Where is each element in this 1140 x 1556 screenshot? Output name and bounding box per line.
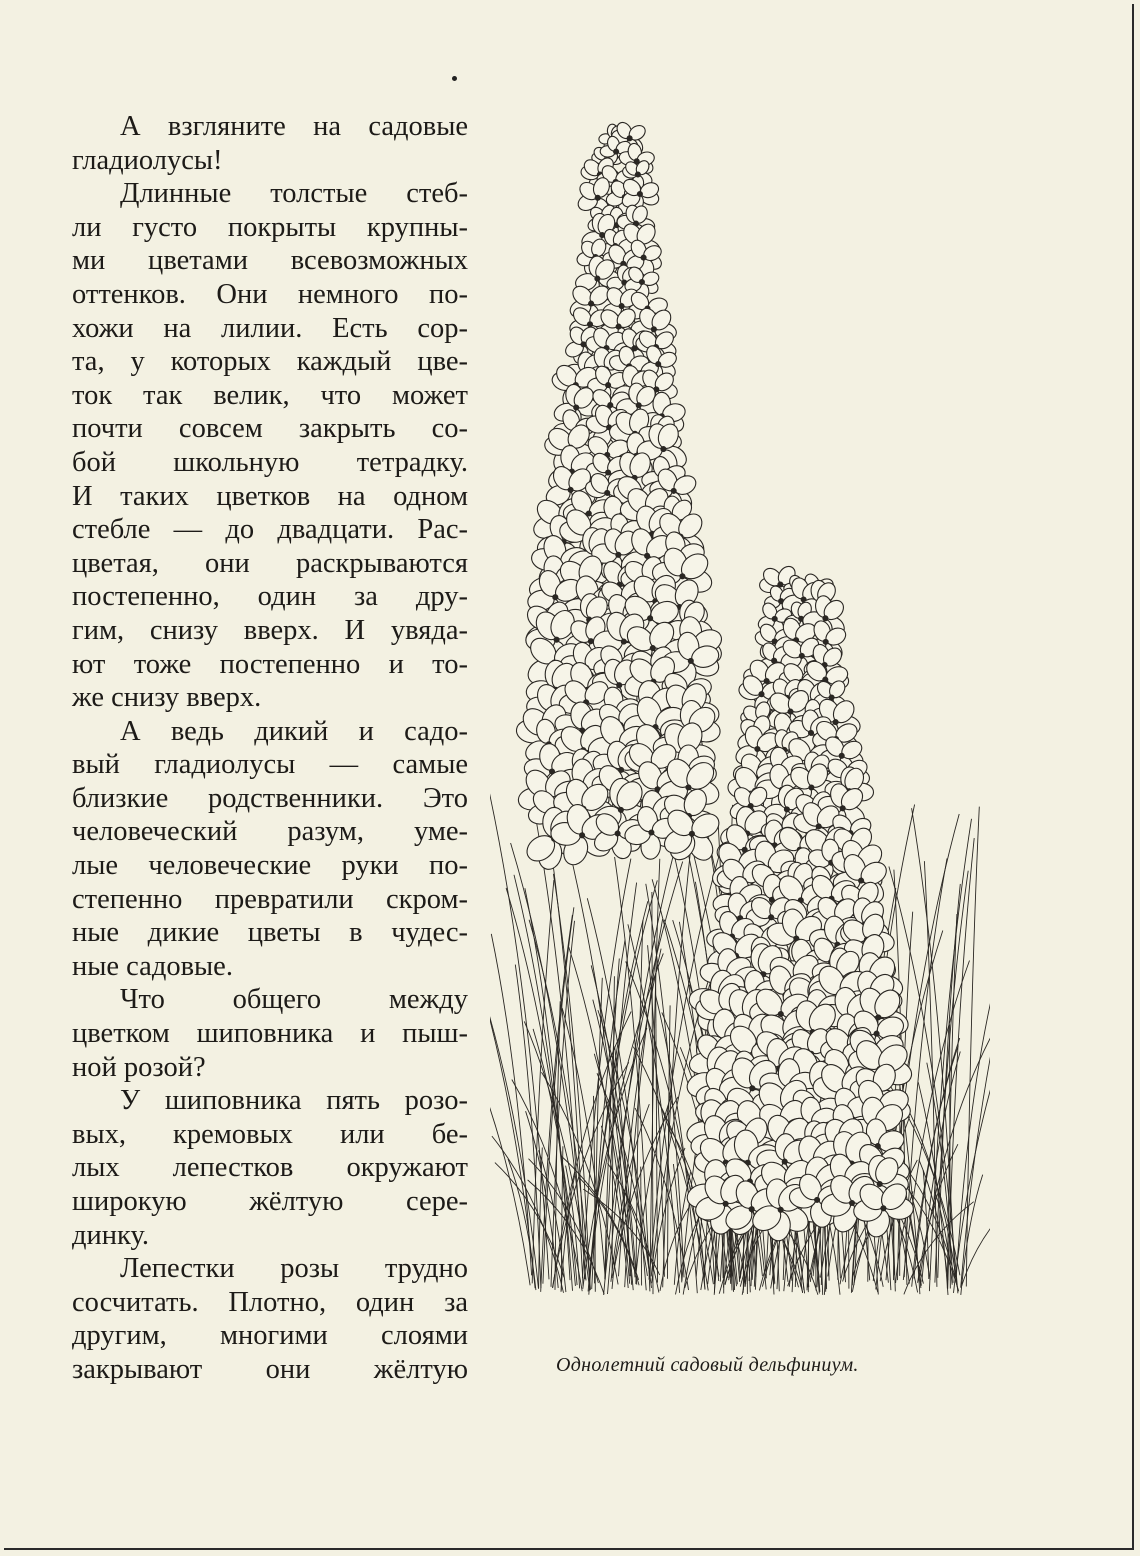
text-line: близкие родственники. Это (72, 782, 468, 814)
text-line: лых лепестков окружают (72, 1152, 468, 1184)
ink-dot (452, 76, 457, 81)
text-line: У шиповника пять розо- (120, 1085, 468, 1117)
text-line: А ведь дикий и садо- (120, 715, 468, 747)
delphinium-illustration (490, 115, 990, 1315)
body-text-column (72, 110, 468, 1387)
text-line: постепенно, один за дру- (72, 581, 468, 613)
tall-flower-spike (515, 120, 725, 872)
text-line: оттенков. Они немного по- (72, 278, 468, 310)
text-line: цветком шиповника и пыш- (72, 1018, 468, 1050)
text-line: ют тоже постепенно и то- (72, 648, 468, 680)
text-line: стебле — до двадцати. Рас- (72, 514, 468, 546)
text-line: широкую жёлтую сере- (72, 1186, 468, 1217)
text-line: ли густо покрыты крупны- (72, 211, 468, 243)
text-line: сосчитать. Плотно, один за (72, 1286, 468, 1318)
text-line: гладиолусы! (72, 144, 223, 176)
text-line: ток так велик, что может (72, 379, 468, 411)
text-line: цветая, они раскрываются (72, 547, 468, 579)
text-line: человеческий разум, уме- (72, 816, 468, 848)
text-line: Длинные толстые стеб- (120, 178, 468, 210)
text-line: А взгляните на садовые (120, 111, 468, 142)
text-line: лые человеческие руки по- (72, 850, 468, 882)
text-line: же снизу вверх. (72, 682, 262, 714)
text-line: Лепестки розы трудно (120, 1253, 468, 1285)
text-line: другим, многими слоями (72, 1320, 468, 1352)
text-line: И таких цветков на одном (72, 480, 468, 512)
text-line: бой школьную тетрадку. (72, 446, 468, 478)
illustration-caption: Однолетний садовый дельфиниум. (556, 1354, 859, 1376)
text-line: ми цветами всевозможных (72, 245, 468, 277)
text-line: вый гладиолусы — самые (72, 749, 468, 781)
text-line: закрывают они жёлтую (72, 1353, 468, 1385)
text-line: почти совсем закрыть со- (72, 413, 468, 445)
text-line: та, у которых каждый цве- (72, 346, 468, 378)
text-line: динку. (72, 1219, 149, 1251)
text-line: степенно превратили скром- (72, 883, 468, 915)
text-line: хожи на лилии. Есть сор- (72, 312, 468, 344)
text-line: Что общего между (120, 984, 468, 1016)
text-line: ные садовые. (72, 950, 233, 982)
text-line: ной розой? (72, 1051, 206, 1083)
text-line: гим, снизу вверх. И увяда- (72, 614, 468, 646)
text-line: ные дикие цветы в чудес- (72, 917, 468, 949)
text-line: вых, кремовых или бе- (72, 1118, 468, 1150)
